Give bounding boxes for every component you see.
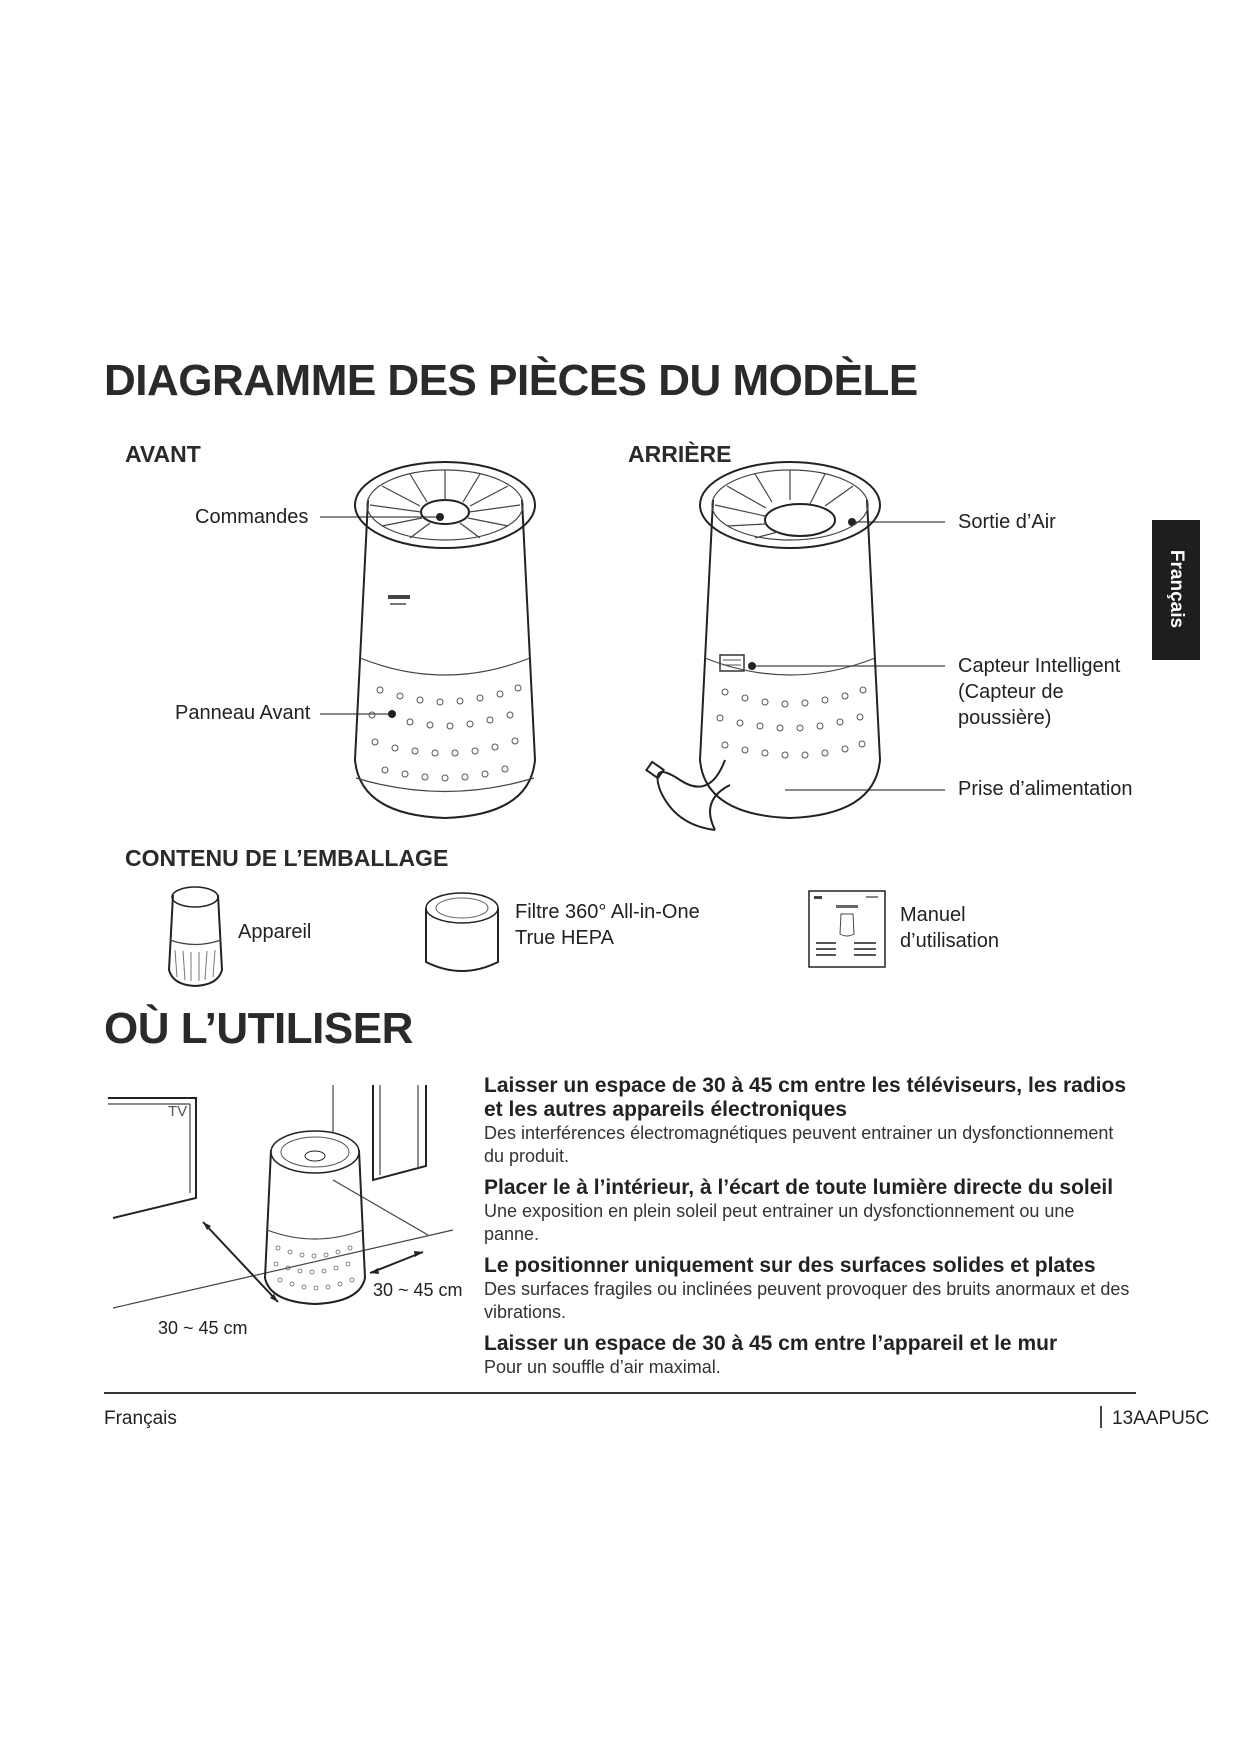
filter-label bbox=[515, 899, 700, 951]
tip-body: Pour un souffle d’air maximal. bbox=[484, 1357, 721, 1377]
front-heading: AVANT bbox=[125, 441, 201, 467]
tip-body: Une exposition en plein soleil peut entrainer un dysfonctionnement ou une panne. bbox=[484, 1201, 1075, 1244]
user-manual-icon bbox=[808, 890, 886, 968]
air-outlet-label: Sortie d’Air bbox=[958, 511, 1056, 533]
tip-body: Des interférences électromagnétiques peuvent entrainer un dysfonctionnement du produit. bbox=[484, 1123, 1114, 1166]
tip-item bbox=[484, 1074, 1134, 1168]
footer-language: Français bbox=[104, 1408, 177, 1429]
footer-divider bbox=[104, 1392, 1136, 1394]
distance-side-label: 30 ~ 45 cm bbox=[373, 1280, 463, 1300]
manual-label-line: d’utilisation bbox=[900, 930, 999, 952]
where-title: OÙ L’UTILISER bbox=[104, 1004, 413, 1053]
tip-title: Placer le à l’intérieur, à l’écart de toute lumière directe du soleil bbox=[484, 1176, 1114, 1199]
sensor-label bbox=[958, 653, 1120, 731]
tv-label: TV bbox=[168, 1103, 188, 1120]
placement-tips bbox=[484, 1074, 1134, 1379]
footer-model: 13AAPU5C bbox=[1112, 1408, 1210, 1429]
tip-title: Laisser un espace de 30 à 45 cm entre les téléviseurs, les radios et les autres appareils électroniques bbox=[484, 1074, 1127, 1121]
filter-label-line: True HEPA bbox=[515, 927, 614, 949]
sensor-label-line: poussière) bbox=[958, 707, 1052, 729]
power-label: Prise d’alimentation bbox=[958, 778, 1133, 800]
package-heading: CONTENU DE L’EMBALLAGE bbox=[125, 845, 449, 871]
front-panel-label: Panneau Avant bbox=[175, 702, 311, 724]
language-tab bbox=[1152, 520, 1200, 660]
back-purifier-illustration bbox=[640, 460, 950, 840]
language-tab-label: Français bbox=[1166, 549, 1187, 629]
tip-item bbox=[484, 1254, 1134, 1324]
filter-label-line: Filtre 360° All-in-One bbox=[515, 901, 700, 923]
controls-label: Commandes bbox=[195, 506, 309, 528]
hepa-filter-icon bbox=[423, 890, 501, 980]
tip-item bbox=[484, 1176, 1134, 1246]
manual-label bbox=[900, 902, 999, 954]
sensor-label-line: (Capteur de bbox=[958, 681, 1064, 703]
tip-title: Le positionner uniquement sur des surfaces solides et plates bbox=[484, 1254, 1096, 1277]
appliance-label: Appareil bbox=[238, 921, 312, 943]
tip-title: Laisser un espace de 30 à 45 cm entre l’appareil et le mur bbox=[484, 1332, 1058, 1355]
appliance-icon bbox=[163, 885, 228, 990]
sensor-label-line: Capteur Intelligent bbox=[958, 655, 1121, 677]
diagram-title: DIAGRAMME DES PIÈCES DU MODÈLE bbox=[104, 356, 918, 405]
back-heading: ARRIÈRE bbox=[628, 441, 732, 467]
footer-separator bbox=[1100, 1406, 1102, 1428]
front-purifier-illustration bbox=[300, 460, 580, 830]
manual-label-line: Manuel bbox=[900, 904, 966, 926]
tip-body: Des surfaces fragiles ou inclinées peuvent provoquer des bruits anormaux et des vibrations. bbox=[484, 1279, 1130, 1322]
distance-front-label: 30 ~ 45 cm bbox=[158, 1318, 248, 1338]
tip-item bbox=[484, 1332, 1134, 1379]
